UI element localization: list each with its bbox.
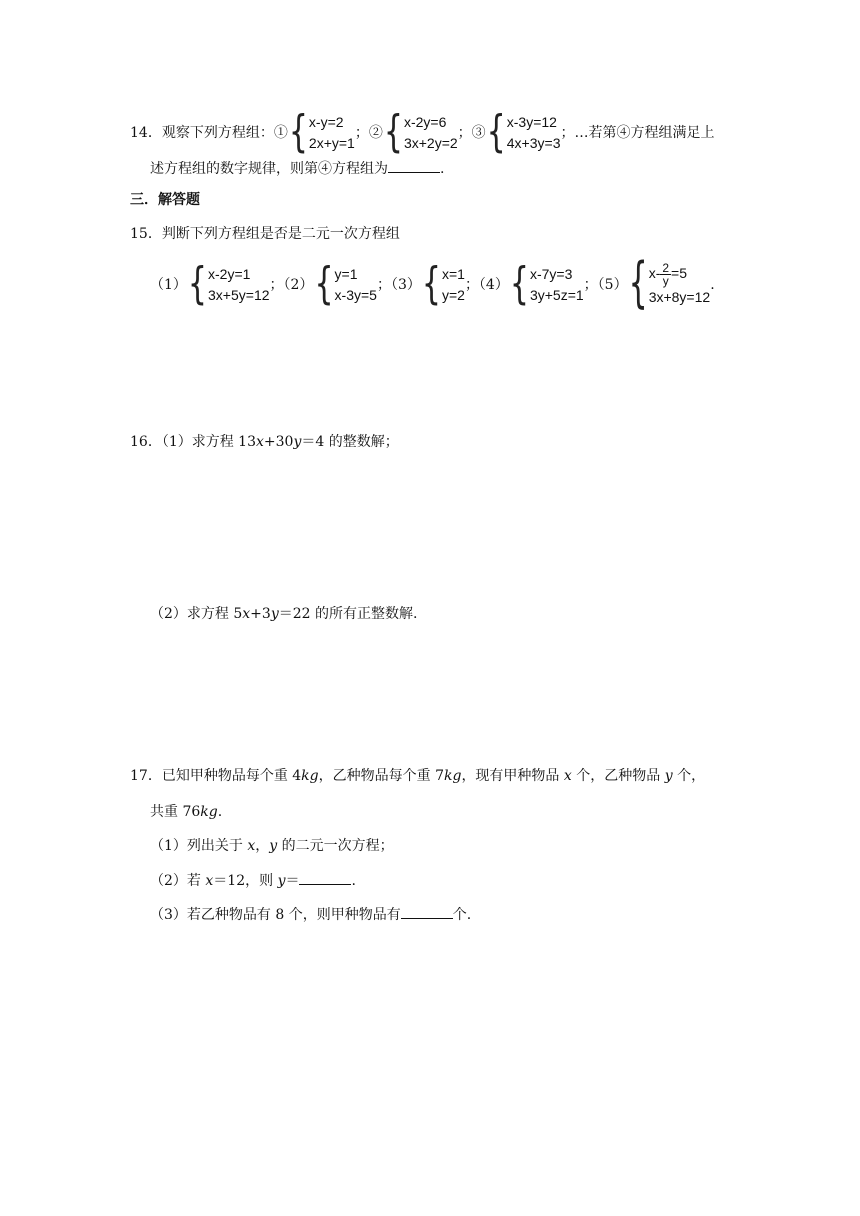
brace-icon: { [421,258,441,310]
answer-blank[interactable] [401,904,453,919]
q15-system-3: { x=1 y=2 [421,258,465,310]
q17-line2: 共重 76kg. [150,804,223,820]
q15-system-5: { x- $\frac{2}{y}$ =5 3x+8y=12 [628,252,711,316]
q14-line1: 14．观察下列方程组：①{ x-y=2 2x+y=1 ；②{ x-2y=6 3x+2y=2 ；③{ x-3y=12 4x+3y=3 ；…若第④方程组满足上 [130,106,715,158]
q16-part1: 16．（1）求方程 13x+30y＝4 的整数解； [130,434,399,450]
q15-systems: （1）{ x-2y=1 3x+5y=12 ；（2）{ y=1 x-3y=5 ；（3）{ x=1 y=2 ；（4）{ x-7y=3 3y+5z=1 ；（5）{ x- $\frac{2}{y}$ =5 3x+8y=12 . [150,252,715,316]
brace-icon: { [383,106,403,158]
q15-system-1: { x-2y=1 3x+5y=12 [187,258,270,310]
answer-blank[interactable] [299,870,351,885]
q14-line2: 述方程组的数字规律，则第④方程组为 . [150,158,444,179]
q15-system-4: { x-7y=3 3y+5z=1 [509,258,584,310]
brace-icon: { [314,258,334,310]
q15-system-2: { y=1 x-3y=5 [314,258,377,310]
brace-icon: { [628,252,648,316]
q17-line1: 17．已知甲种物品每个重 4kg，乙种物品每个重 7kg，现有甲种物品 x 个，乙种物品 y 个， [130,768,706,784]
q16-part2: （2）求方程 5x+3y＝22 的所有正整数解. [150,606,418,622]
brace-icon: { [486,106,506,158]
brace-icon: { [187,258,208,310]
q15-title: 15．判断下列方程组是否是二元一次方程组 [130,226,400,242]
q17-sub1: （1）列出关于 x，y 的二元一次方程； [150,838,394,854]
answer-blank[interactable] [388,158,440,173]
q14-system-2: { x-2y=6 3x+2y=2 [383,106,458,158]
brace-icon: { [509,258,529,310]
section-heading: 三．解答题 [130,192,200,208]
fraction: $\frac{2}{y}$ [662,261,670,288]
q14-system-1: { x-y=2 2x+y=1 [288,106,355,158]
q14-system-3: { x-3y=12 4x+3y=3 [486,106,561,158]
q14-prefix: 14．观察下列方程组：① [130,125,288,141]
q17-sub3: （3）若乙种物品有 8 个，则甲种物品有 个. [150,904,471,925]
q17-sub2: （2）若 x＝12，则 y＝ . [150,870,356,891]
brace-icon: { [288,106,308,158]
